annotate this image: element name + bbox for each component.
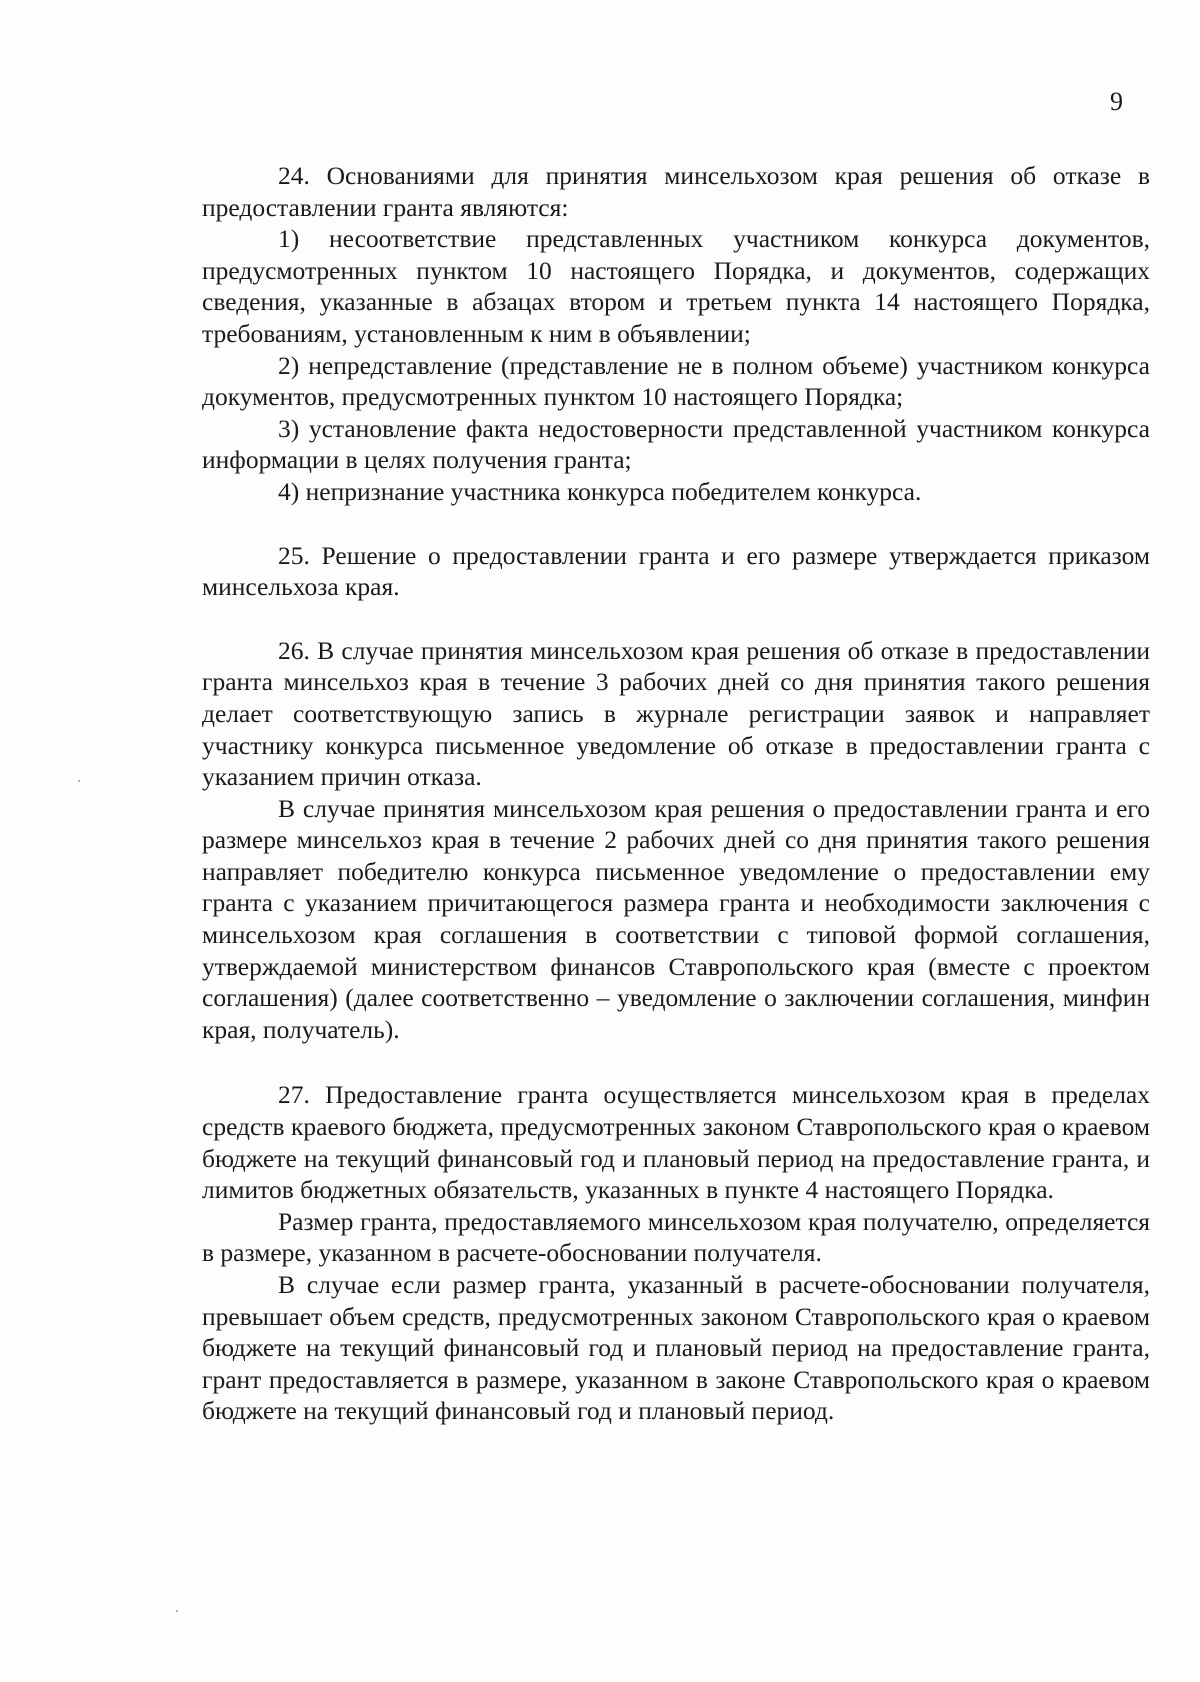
paragraph-27-part-2: Размер гранта, предоставляемого минсельхозом края получателю, определяется в размере, указанном в расчете-обосновании получателя. — [202, 1206, 1150, 1268]
document-body — [202, 160, 1150, 1427]
paragraph-27: 27. Предоставление гранта осуществляется минсельхозом края в пределах средств краевого бюджета, предусмотренных законом Ставропольского края о краевом бюджете на текущий финансовый год и плановый период на предоставление гранта, и лимитов бюджетных обязательств, указанных в пункте 4 настоящего Порядка. — [202, 1080, 1150, 1205]
paragraph-26: 26. В случае принятия минсельхозом края решения об отказе в предоставлении гранта минсельхоз края в течение 3 рабочих дней со дня принятия такого решения делает соответствующую запись в журнале регистрации заявок и направляет участнику конкурса письменное уведомление об отказе в предоставлении гранта с указанием причин отказа. — [202, 635, 1150, 792]
scan-speck — [176, 1610, 178, 1612]
paragraph-24-item-2: 2) непредставление (представление не в полном объеме) участником конкурса документов, предусмотренных пунктом 10 настоящего Порядка; — [202, 350, 1150, 412]
scan-speck — [78, 780, 80, 782]
paragraph-24: 24. Основаниями для принятия минсельхозом края решения об отказе в предоставлении гранта являются: — [202, 161, 1150, 222]
paragraph-26-part-2: В случае принятия минсельхозом края решения о предоставлении гранта и его размере минсельхоз края в течение 2 рабочих дней со дня принятия такого решения направляет победителю конкурса письменное уведомление о предоставлении ему гранта с указанием причитающегося размера гранта и необходимости заключения с минсельхозом края соглашения в соответствии с типовой формой соглашения, утверждаемой министерством финансов Ставропольского края (вместе с проектом соглашения) (далее соответственно – уведомление о заключении соглашения, минфин края, получатель). — [202, 793, 1150, 1044]
paragraph-24-item-3: 3) установление факта недостоверности представленной участником конкурса информации в целях получения гранта; — [202, 413, 1150, 475]
paragraph-25: 25. Решение о предоставлении гранта и его размере утверждается приказом минсельхоза края. — [202, 540, 1150, 602]
paragraph-24-item-1: 1) несоответствие представленных участником конкурса документов, предусмотренных пунктом 10 настоящего Порядка, и документов, содержащих сведения, указанные в абзацах втором и третьем пункта 14 настоящего Порядка, требованиям, установленным к ним в объявлении; — [202, 224, 1150, 348]
paragraph-27-part-3: В случае если размер гранта, указанный в расчете-обосновании получателя, превышает объем средств, предусмотренных законом Ставропольского края о краевом бюджете на текущий финансовый год и плановый период на предоставление гранта, грант предоставляется в размере, указанном в законе Ставропольского края о краевом бюджете на текущий финансовый год и плановый период. — [202, 1270, 1150, 1426]
paragraph-24-item-4: 4) непризнание участника конкурса победителем конкурса. — [278, 476, 922, 506]
page-number: 9 — [1110, 87, 1123, 116]
